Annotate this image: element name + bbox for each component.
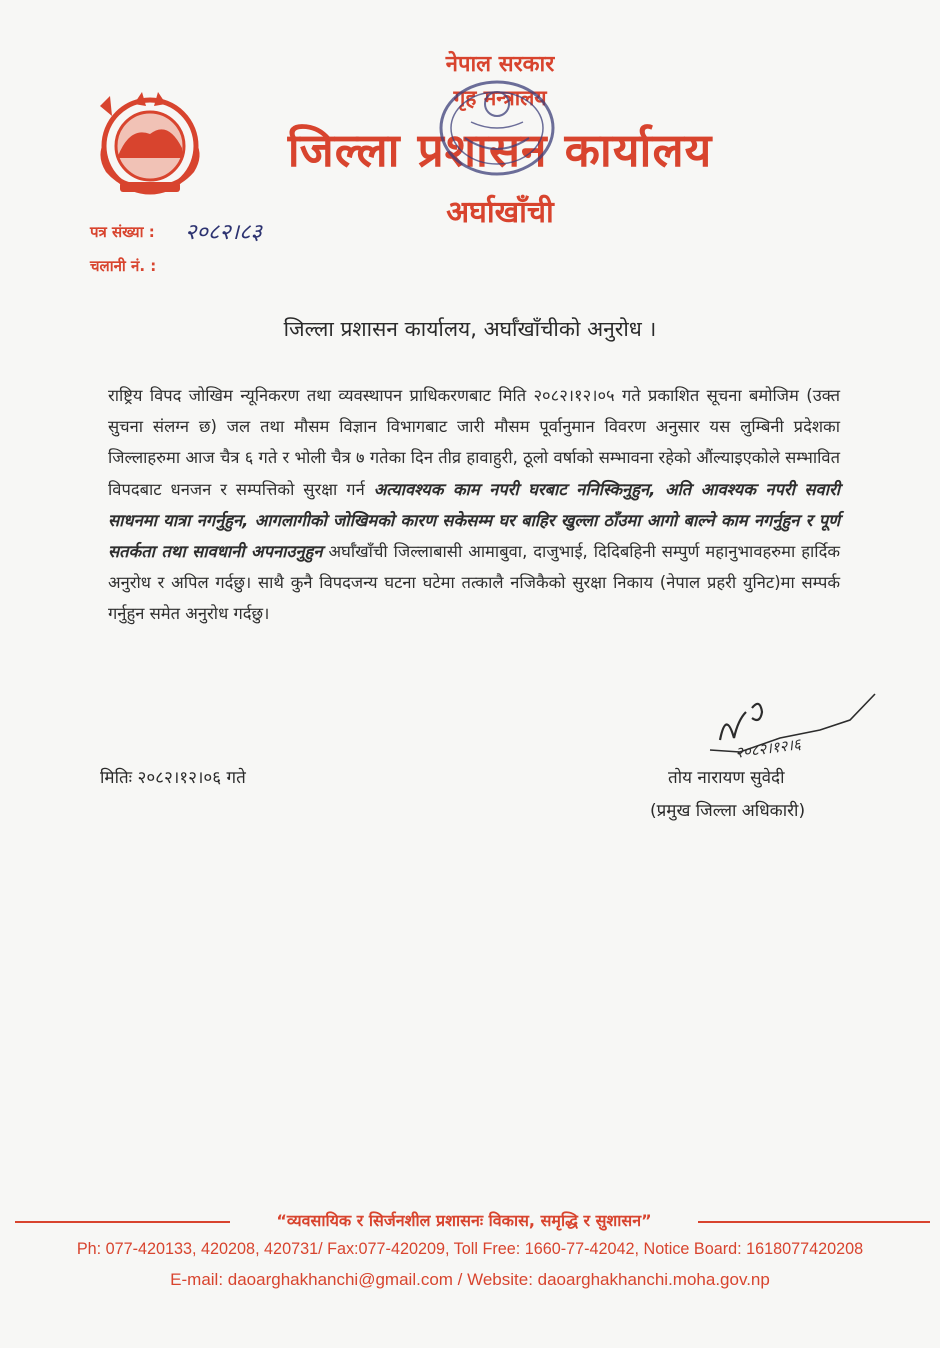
body-rest: अर्घाँखाँची जिल्लाबासी आमाबुवा, दाजुभाई, दिदिबहिनी सम्पुर्ण महानुभावहरुमा हार्दिक अनुरोध र अपिल गर्दछु। साथै कुनै विपदजन्य घटना घटेमा तत्कालै नजिकैको सुरक्षा निकाय (नेपाल प्रहरी युनिट)मा सम्पर्क गर्नुहुन समेत अनुरोध गर्दछु। [108,542,840,624]
notice-title: जिल्ला प्रशासन कार्यालय, अर्घाँखाँचीको अनुरोध । [283,317,657,341]
footer-contact: Ph: 077-420133, 420208, 420731/ Fax:077-420209, Toll Free: 1660-77-42042, Notice Board: 1618077420208 [76,1240,864,1258]
nepal-emblem-icon [90,86,210,198]
district-name: अर्घाखाँची [446,195,554,230]
office-name: जिल्ला प्रशासन कार्यालय [287,123,713,177]
body-intro: राष्ट्रिय विपद जोखिम न्यूनिकरण तथा व्यवस्थापन प्राधिकरणबाट मिति २०८२।१२।०५ गते प्रकाशित सूचना बमोजिम (उक्त सुचना संलग्न छ) जल तथा मौसम विज्ञान विभागबाट जारी मौसम पूर्वानुमान विवरण अनुसार यस लुम्बिनी प्रदेशका जिल्लाहरुमा आज चैत्र ६ गते र भोली चैत्र ७ गतेका दिन तीव्र हावाहुरी, ठूलो वर्षाको सम्भावना रहेको औंल्याइएकोले सम्भावित विपदबाट धनजन र सम्पत्तिको सुरक्षा गर्न [108,386,840,499]
signer-title: (प्रमुख जिल्ला अधिकारी) [650,801,806,821]
dispatch-number-label: चलानी नं. : [90,257,157,275]
handwritten-signature [700,690,880,770]
footer-divider-right [698,1221,930,1223]
footer-motto: “व्यवसायिक र सिर्जनशील प्रशासनः विकास, समृद्धि र सुशासन” [276,1211,652,1230]
letter-number-value: २०८२।८३ [185,220,262,245]
office-stamp [425,68,565,188]
notice-date: मितिः २०८२।१२।०६ गते [100,768,246,788]
letter-number-label: पत्र संख्या : [90,223,155,241]
signature-date: २०८२।१२।६ [734,734,802,762]
footer-divider-left [15,1221,230,1223]
ministry-name: गृह मन्त्रालय [453,86,547,110]
government-name: नेपाल सरकार [445,52,555,77]
notice-body [108,380,840,630]
footer-email-website: E-mail: daoarghakhanchi@gmail.com / Website: daoarghakhanchi.moha.gov.np [170,1270,770,1289]
signer-name: तोय नारायण सुवेदी [668,768,785,788]
body-emphasis: अत्यावश्यक काम नपरी घरबाट ननिस्किनुहुन, अति आवश्यक नपरी सवारी साधनमा यात्रा नगर्नुहुन, आगलागीको जोखिमको कारण सकेसम्म घर बाहिर खुल्ला ठाँउमा आगो बाल्ने काम नगर्नुहुन र पूर्ण सतर्कता तथा सावधानी अपनाउनुहुन [108,479,840,562]
